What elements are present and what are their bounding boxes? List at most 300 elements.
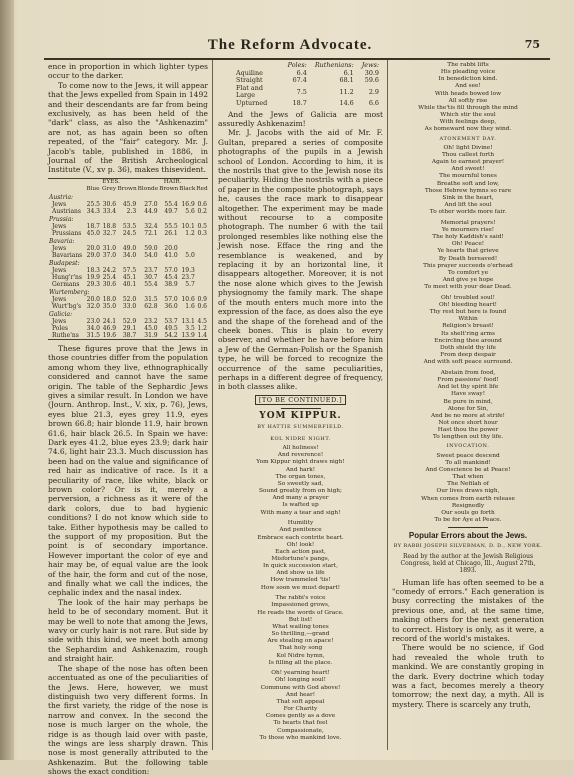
table-cell [196,245,208,252]
poem-line: Is filling all the place. [268,659,333,666]
nose-table-header-cell: Ruthenians: [314,61,354,69]
poem-line: And many a prayer [272,495,329,502]
table-cell: 41.0 [164,251,178,259]
table-cell: 18.7 [292,98,307,107]
table-cell: 52.9 [122,317,137,325]
table-cell: 2.3 [126,207,137,215]
table-cell: 13.1 [181,317,195,325]
poem-line: Oh! Peace! [451,241,485,248]
table-row-label: Flat and Large [236,83,263,100]
table-row-label: Hung'r'ns [52,273,82,281]
table-cell: 24.1 [102,317,117,325]
poem-line: The mournful tones [439,173,497,180]
table-cell: 23.7 [144,266,158,274]
table-cell: 34.0 [122,251,137,259]
poem-line: When comes from earth release [421,495,515,502]
table-cell: 53.5 [122,222,137,230]
table-cell: 13.9 [181,331,195,339]
table-cell: 0.6 [197,200,207,208]
poem-line: Ye mourners rise! [441,226,495,233]
table-cell [196,274,208,281]
table-cell: 19.9 [86,273,100,281]
column-header: Black [179,185,196,192]
table-cell: 53.7 [164,317,178,325]
separator-rule [281,408,321,409]
poem-line: That when [452,474,484,481]
table-cell [196,281,208,288]
table-cell: 18.0 [102,295,117,303]
table-row-label: Aquiline [236,68,263,77]
table-row [48,267,208,274]
table-cell: 1.2 [197,324,207,332]
table-cell: 32.0 [86,302,100,310]
table-cell: 45.9 [122,200,137,208]
table-cell: 18.8 [102,222,117,230]
poem-line: And show us life [276,570,325,577]
poem-line: Embrace each contrite heart. [257,534,344,541]
poem-line: Atone for Sin, [447,405,489,412]
poem-line: Sound greatly from on high; [259,488,342,495]
table-cell: 0.5 [197,222,207,230]
column-header: Brown [159,185,179,192]
table-row [48,201,208,208]
poem-byline: BY HATTIE SUMMERFIELD. [257,423,344,430]
poem-line: Commune with God above! [260,684,341,691]
column-divider-1 [212,60,213,750]
table-row [48,230,208,237]
poem-line: The organ tones, [275,473,326,480]
table-cell: 4.5 [197,317,207,325]
table-cell: 10.1 [181,222,195,230]
table-row [48,318,208,325]
poem-line: That soft appeal [276,698,325,705]
table-cell: 49.5 [164,324,178,332]
poem-line: Sink in the heart, [442,194,494,201]
table-row-label: Poles [52,324,68,332]
paragraph: Mr. J. Jacobs with the aid of Mr. F. Gultan, prepared a series of composite photographs of the pupils in a Jewish school of London. According to him, it is the nostrils that give to the Jewish nose its peculiarity. Hiding the nostrils with a piece of paper in the composite photograph, says he, causes the race mark to disappear altogether. The experiment may be made without recourse to a composite photograph. The number 6 with the tail prolonged resembles like nothing else the Jewish nose. Efface the ring and the resemblance is weakened, and by replacing it by an horizontal line, it disappears altogether. Moreover, it is not the nose alone which gives to the Jewish physiognomy the family mark. The shape of the mouth enters much more into the expression of the face, as does also the eye and the shape of the forehead and of the cheek bones. This is plain to every observer, and whether he have before him a Jew of the German-Polish or the Spanish type, he will be forced to recognize the occurrence of the same peculiarities, perhaps in a different degree of frequency, in both classes alike. [218,128,384,392]
poem-line: Religion's breast! [442,323,494,330]
table-cell: 31.0 [102,244,117,252]
table-cell: 27.0 [144,200,158,208]
table-cell: 1.4 [197,331,207,339]
table-group-label: Wurtemberg: [49,288,90,296]
poem-section-heading: INVOCATION. [446,443,490,450]
poem-line: Compassionate, [277,727,324,734]
table-group-label: Budapest: [49,259,80,267]
table-cell: 10.6 [181,295,195,303]
poem-line: Breathe soft and low, [436,180,500,187]
nose-shape-table [232,62,383,108]
page-binding-edge [0,0,14,760]
table-cell: 57.0 [164,266,178,274]
table-row-label: Upturned [236,98,268,107]
table-row-label: Jews [52,266,67,274]
poem-line: And hear! [285,691,316,698]
poem-line: Within [458,316,478,323]
table-cell: 62.8 [144,302,158,310]
poem-line: To be for Aye at Peace. [434,517,502,524]
hair-heading: HAIR. [163,178,182,185]
table-row-label: Jews [52,200,67,208]
poem-line: How soon we must depart! [260,584,341,591]
poem-line: And give ye hope [442,277,494,284]
table-cell: 45.0 [144,324,158,332]
poem-line: To all mankind! [445,459,491,466]
poem-line: And be no more at strife! [430,412,506,419]
table-cell: 2.9 [368,87,379,96]
poem-line: All holiness! [282,445,319,452]
poem-line: That holy song [278,645,323,652]
poem-line: Oh! bleeding heart! [439,302,497,308]
poem-line: Our souls go forth [441,509,495,516]
table-cell: 5.6 [185,207,195,215]
table-cell: 25.5 [86,200,100,208]
separator-rule [448,527,488,528]
nose-table-body [232,70,383,108]
poem-line: By Death bereaved! [438,255,498,262]
table-cell: 11.2 [339,87,354,96]
poem-line: Not once short hour [438,420,498,426]
poem-atonement [392,136,544,442]
poem-line: Are stealing on apace! [267,638,334,645]
poem-line: Oh! light Divine! [443,144,493,151]
table-group-row [48,310,208,318]
table-cell: 18.3 [86,266,100,274]
poem-line: Ye hearts that grieve [437,248,499,255]
poem-section-heading: KOL NIDRE NIGHT. [270,435,331,442]
table-cell: 45.4 [164,273,178,281]
table-row-label: Wurt'bg's [52,302,82,310]
poem-line: Each action past, [275,548,326,555]
article-byline: BY RABBI JOSEPH SILVERMAN, D. D., NEW YORK. [393,542,543,549]
paragraph: These figures prove that the Jews in those countries differ from the population among whom they live, ethnographically considered and cannot have the same origin. The table of the Sephardic Jews gives a similar result. In London we have (Journ. Anthrop. Inst., V. xix, p. 76), Jews, eyes blue 21.3, eyes grey 11.9, eyes brown 66.8; hair blonde 11.9, hair brown 61.6, hair black 26.5. In Spain we have: Dark eyes 41.2, blue eyes 23.9; dark hair 74.6, light hair 23.3. Much discussion has been had on the value and significance of red hair as indicative of race. Is it a peculiarity of race, like white, black or brown color? Or is it, merely a perversion, a richness as it were of the dark colors, due to bad hygienic conditions? I do not know which side to take. Either hypothesis may be called to the support of my proposition. But the point is of secondary importance. However important the color of eye and hair may be, of equal value are the look of the hair, the form and cut of the nose, and finally what we call the indices, the cephalic index and the nasal index. [48,343,208,598]
poem-line: And reverence! [277,452,324,459]
poem-line: In quick succession start, [263,563,338,570]
column-1 [48,62,208,777]
table-cell: 55.4 [164,200,178,208]
table-cell: 55.4 [144,280,158,288]
poem-invocation [392,443,544,524]
table-cell: 36.0 [164,302,178,310]
poem-line: To those who mankind love. [259,734,342,741]
table-cell: 5.7 [185,280,195,288]
table-cell: 68.1 [339,76,354,85]
poem-line: The rabbi's voice [275,595,326,602]
table-cell: 31.9 [144,331,158,339]
poem-line: To lengthen out thy life. [432,434,504,441]
table-cell: 18.7 [86,222,100,230]
table-cell: 32.7 [102,229,117,237]
poem-line: Hast thou the power [437,427,499,434]
poem-line: Memorial prayers! [440,219,496,226]
table-row [48,332,208,340]
table-group-row [48,237,208,245]
table-row [232,85,383,100]
poem-line: For Charity [283,706,318,713]
table-cell [196,252,208,259]
poem-line: His pleading voice [440,69,496,76]
table-cell: 20.0 [164,244,178,252]
poem-line: Kol Nidre hymn, [276,652,325,659]
poem-title: YOM KIPPUR. [259,411,342,422]
table-cell: 49.0 [122,244,137,252]
poem-line: From passions' food! [437,377,499,384]
table-cell: 45.1 [122,273,137,281]
table-cell: 44.9 [144,207,158,215]
table-cell: 0.2 [197,207,207,215]
table-row [48,274,208,281]
table-row-label: Germans [52,280,80,288]
table-cell: 29.0 [86,251,100,259]
eyes-hair-table-body [48,193,208,340]
eyes-hair-table [48,178,208,340]
table-cell: 3.5 [185,324,195,332]
table-row-label: Jews [52,222,67,230]
table-row-label: Austrians [52,207,81,215]
poem-line: All softly rise [448,97,488,104]
table-cell: 20.0 [86,244,100,252]
table-cell: 38.7 [122,331,137,339]
table-cell: 54.2 [164,331,178,339]
poem-line: Is wafted up [282,502,319,509]
table-cell: 49.7 [164,207,178,215]
table-cell: 23.2 [144,317,158,325]
poem-line: Its shelt'ring arms [441,330,495,337]
table-cell: 6.4 [296,68,307,77]
table-cell: 30.9 [364,68,379,77]
table-cell: 30.7 [144,273,158,281]
article-title: Popular Errors about the Jews. [408,531,528,541]
table-row-label: Prussians [52,229,82,237]
column-header: Blonde [137,185,159,192]
table-cell: 34.0 [86,324,100,332]
poem-line: Sweet peace descend [436,452,500,459]
poem-line: So thrilling,—grand [271,631,330,638]
table-row [48,208,208,215]
poem-line: And penitence [279,527,322,534]
column-headers [48,186,208,193]
table-group-row [48,288,208,296]
poem-line: While the'tis fill through the mind [418,104,518,111]
table-cell: 24.5 [122,229,137,237]
table-cell: 31.5 [86,331,100,339]
table-cell: 57.0 [164,295,178,303]
table-row-label: Straight [236,76,263,85]
table-cell: 33.0 [122,302,137,310]
poem-line: And let thy spirit life [437,384,499,391]
paragraph: The look of the hair may perhaps be held to be of secondary moment. But it may be well to note that among the Jews, wavy or curly hair is not rare. But side by side with this kind, we meet both among the Sephardim and Ashkenazim, rough and straight hair. [48,597,208,664]
poem-line: Again to earnest prayer! [431,159,505,166]
poem-line: Abstain from food, [440,369,496,376]
poem-line: And lift the soul [444,201,492,208]
page-header [40,34,540,58]
paragraph: To come now to the Jews, it will appear that the Jews expelled from Spain in 1492 and their descendants are far from being exclusively, as has been held of the "dark" class, as also the "Ashkenazim" are not, as has again been so often repeated, of the "fair" category. Mr. J. Jacob's table, published in 1886, in Journal of the British Archeological Institute (V., xv p. 36), makes thisevident. [48,80,208,175]
paragraph: The shape of the nose has often been accentuated as one of the peculiarities of the Jews. Here, however, we must distinguish two very different forms. In the first variety, the ridge of the nose is narrow and convex. In the second the nose is much larger on the whole, the ridge is as though laid over with paste, the wings are less sharply drawn. This nose is most generally attributed to the Ashkenazim. But the following table shows the exact condition: [48,663,208,777]
table-cell [196,267,208,274]
poem-line: Which stir the soul [440,112,496,119]
poem-line: Oh! look! [286,541,315,548]
table-cell: 26.1 [164,229,178,237]
poem-line: This prayer succeeds o'erhead [423,262,513,269]
table-cell: 0.9 [197,295,207,303]
poem-line: Thy rest but here is found [429,309,507,316]
table-group-row [48,259,208,267]
poem-line: So sweetly sad, [277,480,324,487]
column-header: Red [196,185,208,192]
table-group-label: Prussia: [49,215,74,223]
poem-line: In benediction kind. [438,76,498,83]
table-cell: 6.6 [368,98,379,107]
table-cell: 16.9 [181,200,195,208]
table-cell: 30.6 [102,200,117,208]
poem-line: Encircling thee around [434,337,502,344]
paragraph: Human life has often seemed to be a "comedy of errors." Each generation is busy correcting the mistakes of the previous one, and, at the same time, making others for the next generation to correct. History is only, as it were, a record of the world's mistakes. [392,577,544,644]
eyes-heading: EYES. [102,178,120,185]
table-row [48,223,208,230]
poem-line: Yom Kippur night draws nigh! [256,459,345,466]
poem-continuation [392,62,544,134]
nose-table-header-cell: Jews: [361,61,379,69]
poem-line: Misfortune's pangs, [271,555,330,562]
table-row-label: Jews [52,244,67,252]
table-cell: 37.0 [102,251,117,259]
poem-line: Oh! yearning heart! [271,670,330,677]
table-cell: 6.1 [343,68,354,77]
table-row [48,252,208,259]
table-cell [179,245,196,252]
poem-line: How trammeled 'tis! [270,577,331,584]
poem-line: Have sway! [450,391,486,398]
poem-line: To comfort ye [447,269,489,276]
table-cell: 46.9 [102,324,117,332]
table-group-row [48,193,208,201]
poem-line: Oh! longing soul! [275,677,326,684]
table-cell: 1.6 [185,302,195,310]
table-cell: 67.4 [292,76,307,85]
poem-line: To other worlds more fair. [429,209,507,216]
poem-line: As homeward now they wind. [424,126,512,133]
table-row [48,325,208,332]
table-row [48,303,208,310]
column-header: Brown [117,185,137,192]
column-header: Blue [86,185,100,192]
poem-line: Comes gently as a dove [265,713,336,720]
poem-line: Resignedly [451,502,485,509]
poem-body [218,436,383,742]
table-cell: 45.0 [86,229,100,237]
table-cell: 0.3 [197,229,207,237]
poem-line: With many a tear and sigh! [260,509,341,516]
table-cell: 54.0 [144,251,158,259]
poem-line: And with soft peace surround. [423,359,513,366]
table-cell: 23.0 [86,317,100,325]
table-cell: 32.4 [144,222,158,230]
table-cell: 72.1 [144,229,158,237]
table-cell: 40.1 [122,280,137,288]
poem-line: The holy Kaddish's said! [432,234,504,241]
table-cell: 19.6 [102,331,117,339]
article-note: Read by the author at the Jewish Religious Congress, held at Chicago, Ill., August 27th, 1893. [400,553,536,575]
poem-line: From deep despair [440,352,496,359]
poem-line: Be pure in mind, [443,398,493,405]
table-cell: 59.6 [364,76,379,85]
table-group-row [48,215,208,223]
column-header: Grey [101,185,117,192]
table-cell: 1.2 [185,229,195,237]
poem-line: But list! [288,616,313,623]
table-group-label: Galicia: [49,310,73,318]
poem-line: The rabbi lifts [447,62,489,68]
table-group-label: Austria: [49,193,74,201]
table-row [48,296,208,303]
column-3 [392,62,544,709]
table-cell: 5.0 [185,251,195,259]
header-rule [44,58,550,60]
table-group-label: Bavaria: [49,237,75,245]
poem-line: And see! [455,83,481,90]
table-cell: 57.5 [122,266,137,274]
poem-line: Humility [287,520,314,527]
paragraph: There would be no science, if God had revealed the whole truth to mankind. We are constantly groping in the dark. Every doctrine which today was a fact, becomes merely a theory tomorrow; the next day, a myth. All is mystery. There is scarcely any truth, [392,643,544,709]
paragraph: And the Jews of Galicia are most assuredly Ashkenazim! [218,109,383,128]
poem-line: The Nefilah of [447,481,489,488]
poem-line: And hark! [285,466,316,473]
table-row-label: Jews [52,317,67,325]
poem-section-heading: ATONEMENT DAY. [439,135,497,142]
poem-line: He reads the words of Grace. [257,609,344,616]
poem-line: What wailing tones [272,623,329,630]
table-cell: 29.1 [122,324,137,332]
column-divider-2 [387,60,388,750]
table-cell: 34.3 [86,207,100,215]
table-row [48,245,208,252]
table-cell: 7.5 [296,87,307,96]
poem-line: And Conscience be at Peace! [425,466,511,473]
table-row-label: Ruthe'ns [52,331,79,339]
table-cell: 31.5 [144,295,158,303]
table-row [232,100,383,108]
poem-line: Impassioned grows, [271,602,330,609]
poem-line: Thou callest forth [441,151,495,158]
table-row-label: Bavarians [52,251,83,259]
poem-line: To meet with your dear Dead. [424,284,512,291]
poem-line: And sweet! [451,166,485,173]
poem-line: Our lives draws nigh, [436,488,500,495]
table-cell: 35.0 [102,302,117,310]
table-cell: 59.0 [144,244,158,252]
masthead-title: The Reform Advocate. [207,37,373,53]
table-cell: 14.6 [339,98,354,107]
poem-line: To hearts that feel [273,720,328,727]
poem-line: Oh! troubled soul! [441,294,495,301]
page-number: 75 [524,38,540,51]
poem-line: Those Hebrew hymns so rare [424,187,512,194]
table-row-label: Jews [52,295,67,303]
nose-table-header-cell: Poles: [287,61,307,69]
table-cell: 30.6 [102,280,117,288]
table-cell: 52.0 [122,295,137,303]
poem-line: With heads bowed low [434,90,502,97]
table-cell: 19.3 [181,266,195,274]
table-row [48,281,208,288]
poem-line: With feelings deep, [439,119,497,126]
paragraph: ence in proportion in which lighter types occur to the darker. [48,62,208,81]
table-cell: 0.6 [197,302,207,310]
poem-line: Doth shield thy life [440,344,496,351]
to-be-continued-label: [TO BE CONTINUED.] [255,395,346,405]
table-cell: 23.7 [181,273,195,281]
table-cell: 33.4 [102,207,117,215]
